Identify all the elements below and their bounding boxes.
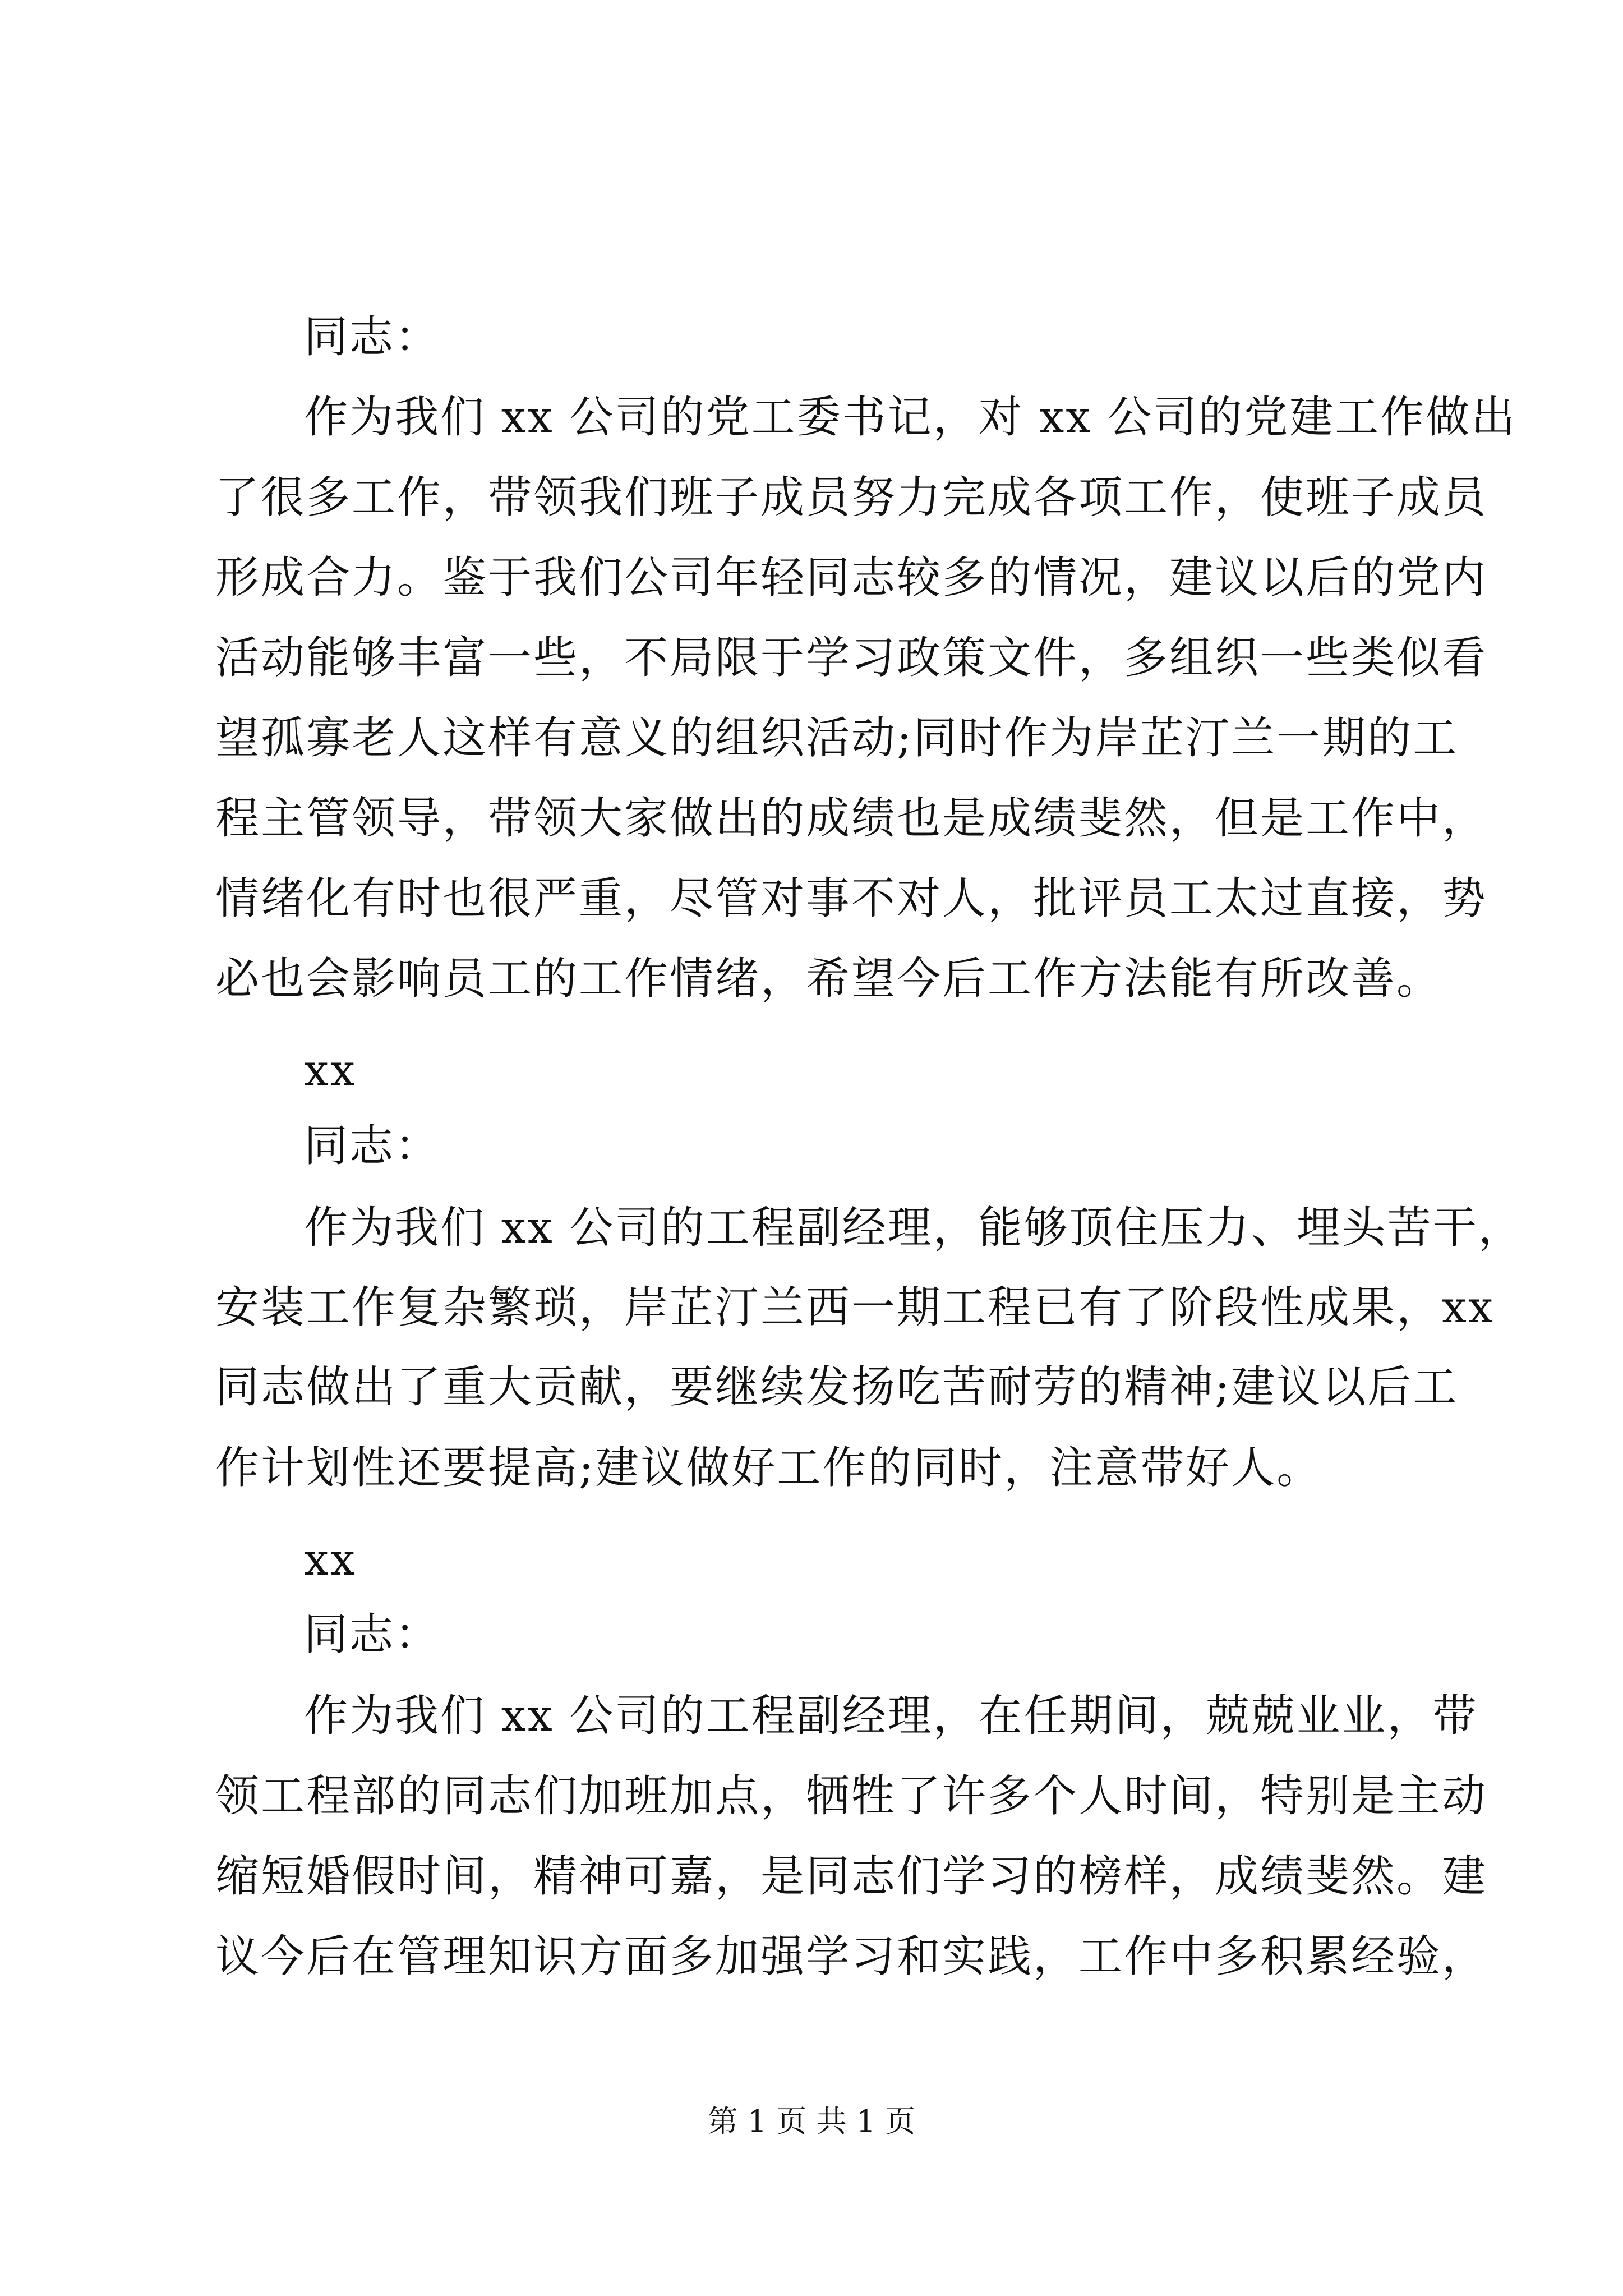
paragraph-1-line-7: 情绪化有时也很严重，尽管对事不对人，批评员工太过直接，势 [215, 873, 1488, 924]
paragraph-1-line-8: 必也会影响员工的工作情绪，希望今后工作方法能有所改善。 [215, 954, 1442, 1004]
paragraph-3-line-4: 议今后在管理知识方面多加强学习和实践，工作中多积累经验， [215, 1931, 1488, 1982]
salutation-1: 同志： [304, 312, 441, 362]
paragraph-3-line-2: 领工程部的同志们加班加点，牺牲了许多个人时间，特别是主动 [215, 1771, 1488, 1821]
salutation-2: 同志： [304, 1121, 441, 1171]
paragraph-1-line-2: 了很多工作，带领我们班子成员努力完成各项工作，使班子成员 [215, 472, 1488, 523]
paragraph-2-line-1: 作为我们 xx 公司的工程副经理，能够顶住压力、埋头苦干， [304, 1203, 1524, 1253]
salutation-3: 同志： [304, 1609, 441, 1660]
paragraph-1-line-4: 活动能够丰富一些，不局限于学习政策文件，多组织一些类似看 [215, 633, 1488, 683]
signature-name-2: xx [304, 1535, 357, 1585]
paragraph-2-line-2: 安装工作复杂繁琐，岸芷汀兰西一期工程已有了阶段性成果，xx [215, 1282, 1495, 1333]
paragraph-2-line-3: 同志做出了重大贡献，要继续发扬吃苦耐劳的精神;建议以后工 [215, 1362, 1459, 1412]
paragraph-1-line-1: 作为我们 xx 公司的党工委书记，对 xx 公司的党建工作做出 [304, 392, 1517, 443]
paragraph-3-line-1: 作为我们 xx 公司的工程副经理，在任期间，兢兢业业，带 [304, 1691, 1478, 1741]
paragraph-1-line-6: 程主管领导，带领大家做出的成绩也是成绩斐然，但是工作中， [215, 793, 1488, 844]
signature-name-1: xx [304, 1046, 357, 1096]
paragraph-3-line-3: 缩短婚假时间，精神可嘉，是同志们学习的榜样，成绩斐然。建 [215, 1851, 1488, 1902]
paragraph-2-line-4: 作计划性还要提高;建议做好工作的同时，注意带好人。 [215, 1443, 1322, 1493]
page-number-footer: 第 1 页 共 1 页 [707, 2104, 916, 2139]
paragraph-1-line-5: 望孤寡老人这样有意义的组织活动;同时作为岸芷汀兰一期的工 [215, 713, 1459, 763]
paragraph-1-line-3: 形成合力。鉴于我们公司年轻同志较多的情况，建议以后的党内 [215, 553, 1488, 603]
